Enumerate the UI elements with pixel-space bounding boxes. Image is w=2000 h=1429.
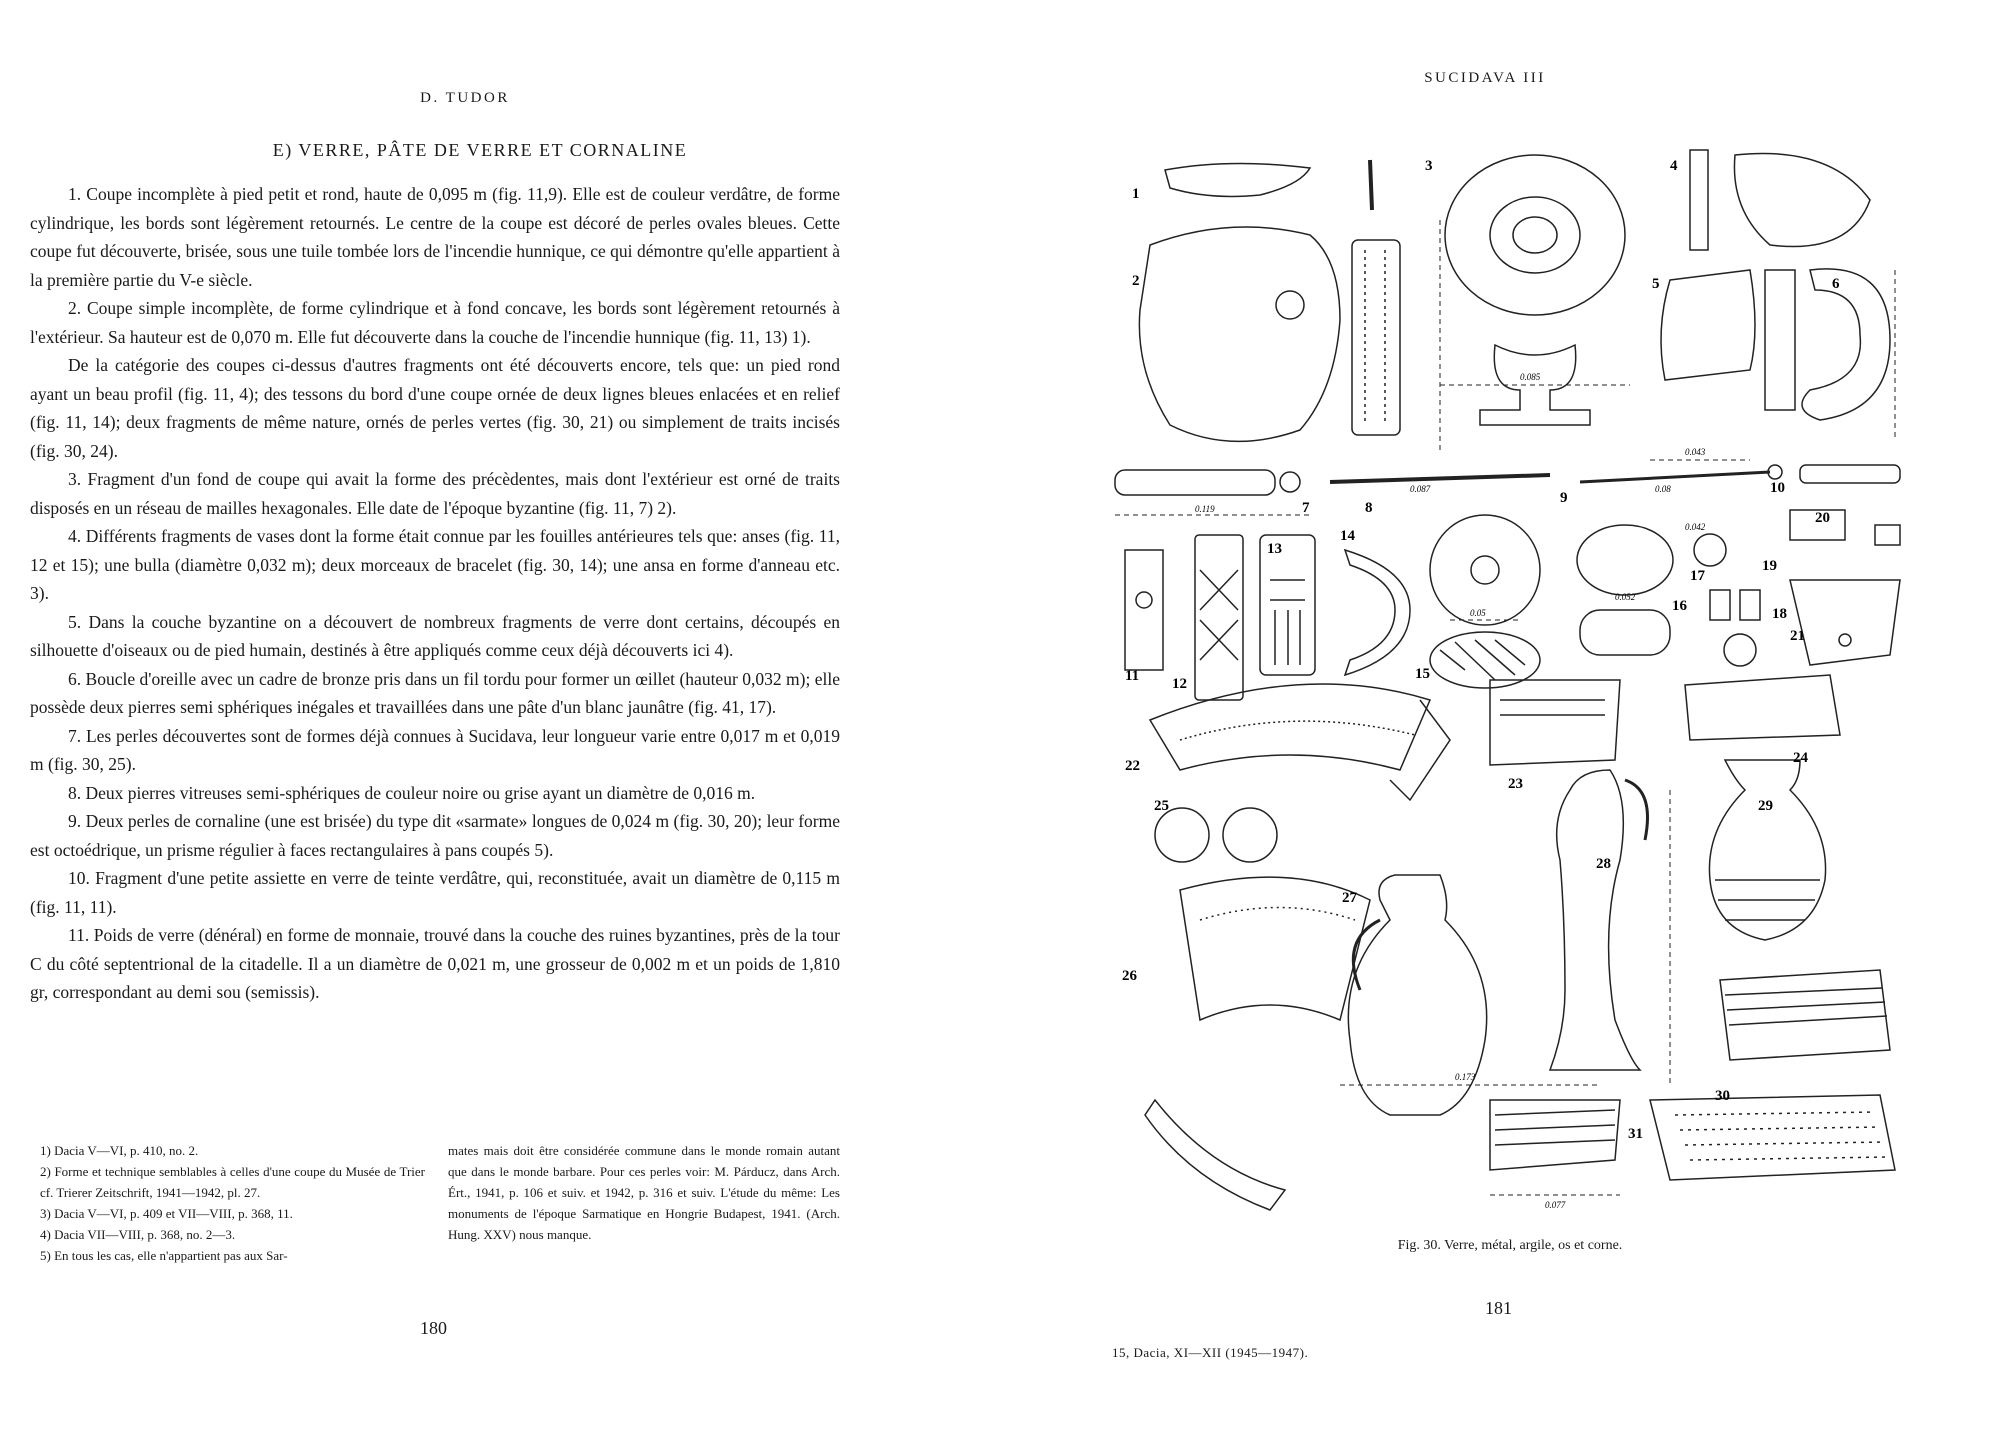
bowl-rim-22-drawing [1150,684,1430,770]
right-running-head: SUCIDAVA III [1424,70,1546,86]
stone-disc-drawing [1139,227,1340,441]
cup-21-drawing [1790,580,1900,665]
paragraph: 5. Dans la couche byzantine on a découvert de nombreux fragments de verre dont certains, découpés en silhouette d'oiseaux ou de pied humain, destinés à être appliqués comme ceux déjà découverts ici 4). [30,611,840,660]
bead-25-drawing [1155,808,1209,862]
dimension-label: 0.173 [1455,1072,1476,1082]
paragraph: 9. Deux perles de cornaline (une est brisée) du type dit «sarmate» longues de 0,024 m (fig. 30, 20); leur forme est octoédrique, un prisme régulier à faces rectangulaires à pans coupés 5). [30,811,840,860]
dimension-label: 0.087 [1410,484,1431,494]
artifact-drawings [1110,140,1910,1230]
footnote: 5) En tous les cas, elle n'appartient pas aux Sar- [40,1248,288,1263]
figure-30-plate [1110,140,1910,1230]
shard-5-drawing [1661,270,1755,380]
figure-label: 3 [1425,158,1433,174]
dimension-label: 0.05 [1470,608,1486,618]
shard-30-drawing [1720,970,1890,1060]
footnote: 2) Forme et technique semblables à celles d'une coupe du Musée de Trier cf. Trierer Zeitschrift, 1941—1942, pl. 27. [40,1164,425,1200]
needle-9-drawing [1580,472,1770,482]
paragraph: 8. Deux pierres vitreuses semi-sphériques de couleur noire ou grise ayant un diamètre de 0,016 m. [68,782,756,803]
dimension-label: 0.077 [1545,1200,1566,1210]
page-number-left: 180 [420,1318,447,1338]
dimension-label: 0.043 [1685,447,1706,457]
pin-7-drawing [1115,470,1275,495]
dimension-label: 0.119 [1195,504,1215,514]
vase-28-drawing [1550,770,1640,1070]
paragraph: 1. Coupe incomplète à pied petit et rond, haute de 0,095 m (fig. 11,9). Elle est de couleur verdâtre, de forme cylindrique, les bords sont légèrement retournés. Le centre de la coupe est décoré de perles ovales bleues. Cette coupe fut découverte, brisée, sous une tuile tombée lors de l'incendie hunnique, ce qui démontre qu'elle appartient à la première partie du V-e siècle. [30,184,840,290]
paragraph: 7. Les perles découvertes sont de formes déjà connues à Sucidava, leur longueur varie entre 0,017 m et 0,019 m (fig. 30, 25). [30,725,840,774]
bead-16-drawing [1577,525,1673,595]
figure-label: 4 [1670,158,1678,174]
spindle-whorl-drawing [1445,155,1625,315]
dimension-label: 0.08 [1655,484,1671,494]
figure-label: 14 [1340,528,1355,544]
printer-signature: 15, Dacia, XI—XII (1945—1947). [1112,1345,1309,1360]
figure-label: 12 [1172,676,1187,692]
fragment-4-drawing [1734,153,1870,246]
handle-12-drawing [1195,535,1243,700]
figure-label: 27 [1342,890,1357,906]
needle-8-drawing [1330,475,1550,482]
shard-23-drawing [1490,680,1620,765]
footnote: 4) Dacia VII—VIII, p. 368, no. 2—3. [40,1227,236,1242]
figure-label: 6 [1832,276,1840,292]
bone-strip-drawing [1352,240,1400,435]
knife-drawing [1165,163,1310,196]
rim-bottom-left-drawing [1145,1100,1285,1210]
paragraph: 4. Différents fragments de vases dont la forme était connue par les fouilles antérieures tels que: anses (fig. 11, 12 et 15); une bulla (diamètre 0,032 m); deux morceaux de bracelet (fig. 30, 14); une ansa en forme d'anneau etc. 3). [30,526,840,603]
figure-label: 10 [1770,480,1785,496]
figure-label: 9 [1560,490,1568,506]
figure-label: 1 [1132,186,1140,202]
figure-label: 26 [1122,968,1137,984]
figure-label: 30 [1715,1088,1730,1104]
left-running-head: D. TUDOR [420,90,510,106]
body-text [30,180,840,1007]
fragment-4-section [1690,150,1708,250]
figure-label: 24 [1793,750,1808,766]
figure-label: 23 [1508,776,1523,792]
figure-label: 16 [1672,598,1687,614]
shard-5-section [1765,270,1795,410]
dimension-label: 0.052 [1615,592,1636,602]
tile-31-drawing [1650,1095,1895,1180]
page-number-right: 181 [1485,1298,1512,1318]
figure-label: 25 [1154,798,1169,814]
figure-label: 31 [1628,1126,1643,1142]
dimension-label: 0.085 [1520,372,1541,382]
figure-label: 19 [1762,558,1777,574]
figure-label: 22 [1125,758,1140,774]
footnote: 1) Dacia V—VI, p. 410, no. 2. [40,1143,199,1158]
dimension-labels [1195,372,1706,1210]
paragraph: 11. Poids de verre (dénéral) en forme de monnaie, trouvé dans la couche des ruines byzantines, près de la tour C du côté septentrional de la citadelle. Il a un diamètre de 0,021 m, une grosseur de 0,002 m et un poids de 1,810 gr, correspondant au demi sou (semissis). [30,925,840,1002]
footnotes-column-left [40,1140,425,1266]
footnote: 3) Dacia V—VI, p. 409 et VII—VIII, p. 368, 11. [40,1206,293,1221]
figure-label: 11 [1125,668,1140,684]
figure-label: 8 [1365,500,1373,516]
paragraph: 2. Coupe simple incomplète, de forme cylindrique et à fond concave, les bords sont légèrement retournés à l'extérieur. Sa hauteur est de 0,070 m. Elle fut découverte dans la couche de l'incendie hunnique (fig. 11, 13) 1). [30,298,840,347]
figure-caption: Fig. 30. Verre, métal, argile, os et corne. [1397,1238,1623,1253]
figure-label: 15 [1415,666,1430,682]
figure-label: 28 [1596,856,1611,872]
footnotes-column-right: mates mais doit être considérée commune dans le monde romain autant que dans le monde barbare. Pour ces perles voir: M. Párducz, dans Arch. Ért., 1941, p. 106 et suiv. et 1942, p. 316 et suiv. L'étude du même: Les monuments de l'époque Sarmatique en Hongrie Budapest, 1941. (Arch. Hung. XXV) nous manque. [448,1143,840,1242]
item-20-drawing [1875,525,1900,545]
paragraph: 10. Fragment d'une petite assiette en verre de teinte verdâtre, qui, reconstituée, avait un diamètre de 0,115 m (fig. 11, 11). [30,868,840,917]
left-page [0,0,985,1429]
pot-29-drawing [1709,760,1825,940]
figure-label: 13 [1267,541,1282,557]
figure-label: 2 [1132,273,1140,289]
stone-hole [1276,291,1304,319]
right-page [985,0,2000,1429]
shard-24-drawing [1685,675,1840,740]
figure-label: 20 [1815,510,1830,526]
section-title: E) VERRE, PÂTE DE VERRE ET CORNALINE [272,140,688,160]
rim-22-section [1390,700,1450,800]
figure-label: 21 [1790,628,1805,644]
dimension-label: 0.042 [1685,522,1706,532]
figure-label: 17 [1690,568,1705,584]
bracelet-6-drawing [1802,269,1890,420]
piece-11-drawing [1125,550,1163,670]
pin-10-drawing [1800,465,1900,483]
paragraph: 6. Boucle d'oreille avec un cadre de bronze pris dans un fil tordu pour former un œillet (hauteur 0,032 m); elle possède deux pierres semi sphériques inégales et travaillées dans une pâte d'un blanc jaunâtre (fig. 41, 17). [30,668,840,717]
bead-17-drawing [1694,534,1726,566]
bead-18-drawing [1710,590,1730,620]
pin-drawing [1370,160,1372,210]
figure-label: 18 [1772,606,1787,622]
figure-label: 29 [1758,798,1773,814]
paragraph: De la catégorie des coupes ci-dessus d'autres fragments ont été découverts encore, tels que: un pied rond ayant un beau profil (fig. 11, 4); des tessons du bord d'une coupe ornée de deux lignes bleues enlacées et en relief (fig. 11, 14); deux fragments de même nature, ornés de perles vertes (fig. 30, 21) ou simplement de traits incisés (fig. 30, 24). [30,355,840,461]
figure-label: 7 [1302,500,1310,516]
paragraph: 3. Fragment d'un fond de coupe qui avait la forme des précèdentes, mais dont l'extérieur est orné de traits disposés en un réseau de mailles hexagonales. Elle date de l'époque byzantine (fig. 11, 7) 2). [30,469,840,518]
bracelet-14-drawing [1345,550,1410,675]
figure-label: 5 [1652,276,1660,292]
